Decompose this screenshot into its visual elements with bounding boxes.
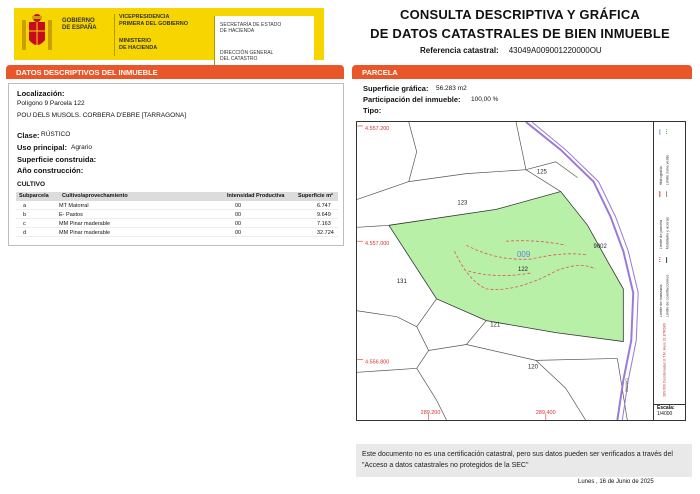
min-line2: DE HACIENDA xyxy=(119,44,158,51)
parcel-label: 125 xyxy=(536,169,547,176)
ref-value: 43049A009001220000OU xyxy=(508,46,602,55)
col-cultivo: Cultivo/aprovechamiento xyxy=(62,193,128,199)
cell-subparcela: c xyxy=(23,221,26,227)
tipo-label: Tipo: xyxy=(363,106,382,115)
coord-x-right: 289.400 xyxy=(535,410,556,417)
poligono-label: 009 xyxy=(517,250,531,260)
vicepresidencia-text xyxy=(114,14,202,56)
localizacion-line1: Polígono 9 Parcela 122 xyxy=(17,100,85,107)
legend-item: Límite de construcciones xyxy=(664,274,670,318)
cell-superficie: 32.724 xyxy=(317,230,334,236)
legend-item: Hidrografía xyxy=(657,166,663,186)
cell-superficie: 6.747 xyxy=(317,203,331,209)
scale-label: Escala: xyxy=(657,405,675,411)
table-row xyxy=(16,229,338,237)
vice-line1: VICEPRESIDENCIA xyxy=(119,14,170,20)
cell-subparcela: d xyxy=(23,230,27,236)
parcel-label: 123 xyxy=(457,200,468,207)
road-label: CAMINO xyxy=(624,378,629,393)
coord-y-mid: 4.557.000 xyxy=(365,241,390,248)
participacion-label: Participación del inmueble: xyxy=(363,95,461,104)
parcel-label: 122 xyxy=(518,267,528,273)
superficie-construida-label: Superficie construida: xyxy=(17,155,97,164)
cell-intensidad: 00 xyxy=(235,212,242,218)
cell-subparcela: b xyxy=(23,212,27,218)
cell-intensidad: 00 xyxy=(235,221,242,227)
coord-y-bot: 4.556.800 xyxy=(365,359,390,366)
cultivo-table-header xyxy=(16,192,338,201)
legend-item: Límite de manzana xyxy=(657,284,663,318)
legend-item: Mobiliario y aceras xyxy=(664,217,670,250)
map-scale xyxy=(653,404,686,421)
page-title-line2: DE DATOS CATASTRALES DE BIEN INMUEBLE xyxy=(370,26,670,41)
section-bar-parcela: PARCELA xyxy=(352,65,692,79)
ref-label: Referencia catastral: xyxy=(420,46,499,55)
coord-y-top: 4.557.200 xyxy=(365,125,390,132)
cell-cultivo: MT Matorral xyxy=(59,203,89,209)
cell-intensidad: 00 xyxy=(235,203,242,209)
map-legend xyxy=(653,121,686,404)
scale-value: 1/4000 xyxy=(657,411,673,417)
disclaimer-note: Este documento no es una certificación catastral, pero sus datos pueden ser verificados a través del "Acceso a datos catastrales no protegidos de la SEC" xyxy=(356,444,692,477)
cell-cultivo: MM Pinar maderable xyxy=(59,230,111,236)
dir-line2: DEL CATASTRO xyxy=(220,56,258,62)
page-title-line1: CONSULTA DESCRIPTIVA Y GRÁFICA xyxy=(399,7,640,22)
uso-value: Agrario xyxy=(71,144,92,151)
cell-cultivo: E- Pastos xyxy=(59,212,83,218)
document-date: Lunes , 16 de Junio de 2025 xyxy=(578,479,654,485)
cadastral-map xyxy=(356,121,686,421)
cultivo-title: CULTIVO xyxy=(17,181,46,188)
ministerio-text xyxy=(119,38,157,51)
secretaria-block xyxy=(214,16,314,68)
clase-label: Clase: xyxy=(17,131,40,140)
clase-value: RÚSTICO xyxy=(41,131,71,138)
anio-construccion-label: Año construcción: xyxy=(17,166,84,175)
vice-line2: PRIMERA DEL GOBIERNO xyxy=(119,20,189,27)
col-superficie: Superficie m² xyxy=(298,193,333,199)
sec-line2: DE HACIENDA xyxy=(220,28,255,34)
superficie-grafica-label: Superficie gráfica: xyxy=(363,84,429,93)
col-intensidad: Intensidad Productiva xyxy=(227,193,285,199)
gov-line2: DE ESPAÑA xyxy=(62,25,97,31)
table-row xyxy=(16,220,338,228)
cell-subparcela: a xyxy=(23,203,27,209)
superficie-grafica-value: 56.283 m2 xyxy=(436,85,467,92)
min-line1: MINISTERIO xyxy=(119,38,152,44)
legend-item: Límite zona verde xyxy=(664,154,670,186)
col-subparcela: Subparcela xyxy=(19,193,49,199)
cell-superficie: 7.163 xyxy=(317,221,331,227)
participacion-value: 100,00 % xyxy=(471,96,499,103)
direccion-text xyxy=(220,50,273,62)
referencia-catastral xyxy=(420,46,602,55)
parcel-label: 121 xyxy=(490,322,501,329)
uso-label: Uso principal: xyxy=(17,143,68,152)
coat-of-arms-icon xyxy=(20,12,54,56)
legend-item: Límite de parcela xyxy=(657,219,663,250)
parcel-label: 131 xyxy=(396,278,407,285)
coord-note: 289.600 Coordenadas U.T.M. Huso 31 ETRS89 xyxy=(662,323,667,397)
table-row xyxy=(16,202,338,210)
cell-superficie: 9.649 xyxy=(317,212,331,218)
dir-line1: DIRECCIÓN GENERAL xyxy=(220,50,274,56)
gov-line1: GOBIERNO xyxy=(62,18,95,24)
cell-cultivo: MM Pinar maderable xyxy=(59,221,111,227)
table-row xyxy=(16,211,338,219)
gobierno-logo-block xyxy=(14,8,324,60)
gobierno-text xyxy=(62,18,97,32)
coord-x-left: 289.200 xyxy=(420,410,441,417)
secretaria-text xyxy=(220,22,281,34)
localizacion-label: Localización: xyxy=(17,89,65,98)
section-bar-inmueble: DATOS DESCRIPTIVOS DEL INMUEBLE xyxy=(6,65,344,79)
parcel-label: 9002 xyxy=(593,244,607,251)
sec-line1: SECRETARÍA DE ESTADO xyxy=(220,22,282,28)
parcel-label: 120 xyxy=(527,364,538,371)
cell-intensidad: 00 xyxy=(235,230,242,236)
localizacion-line2: POU DELS MUSOLS. CORBERA D'EBRE [TARRAGONA] xyxy=(17,112,187,119)
